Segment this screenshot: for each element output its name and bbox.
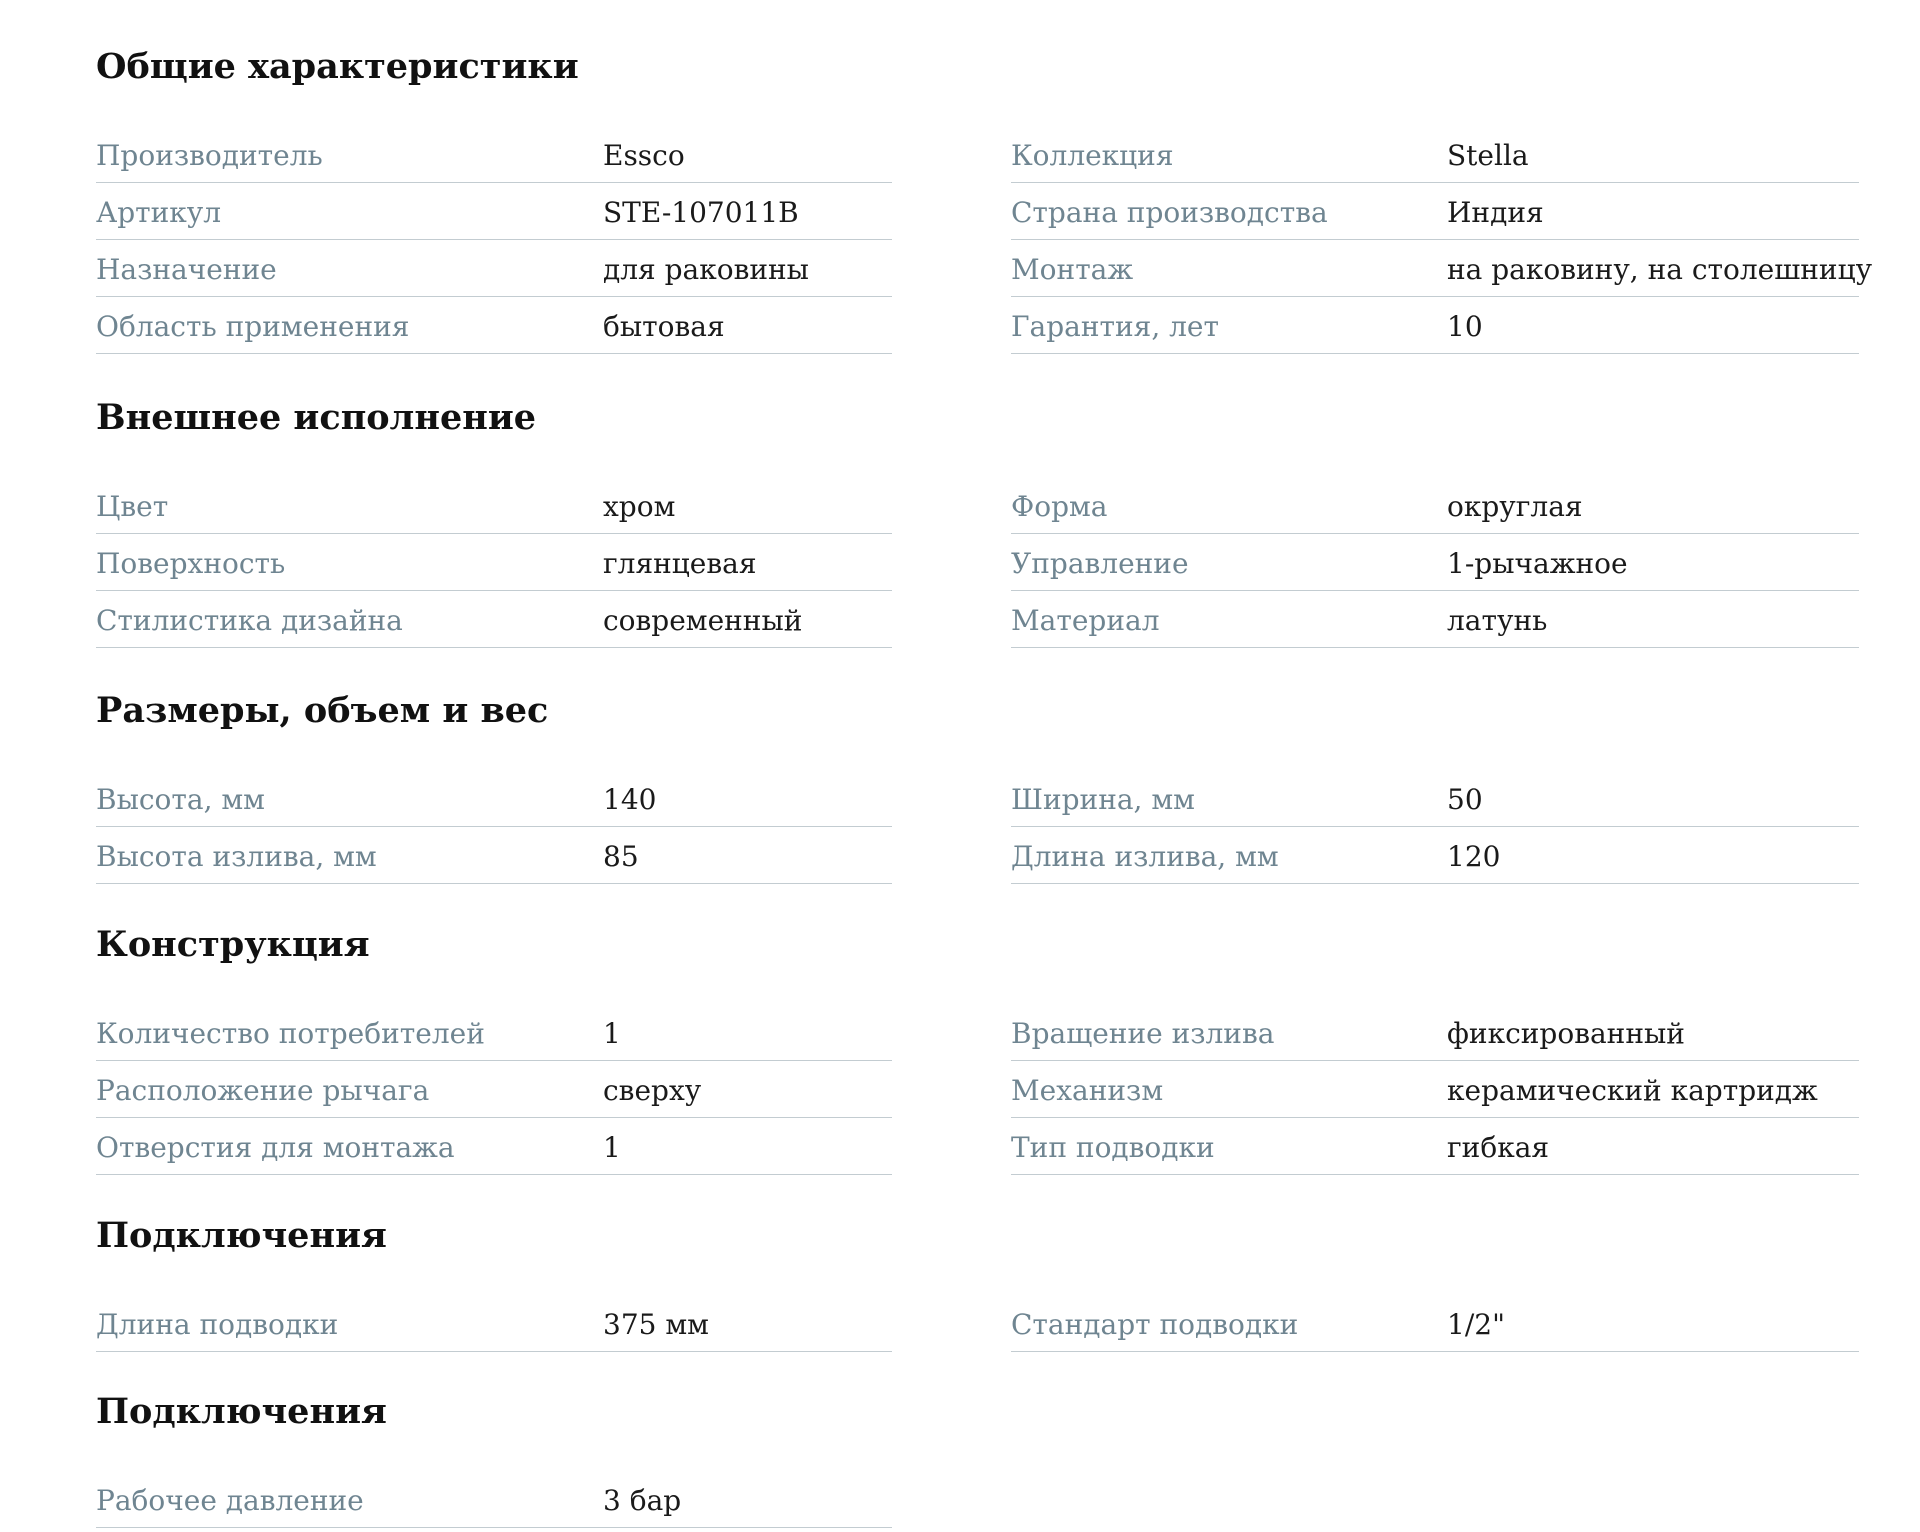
spec-value: сверху: [603, 1074, 702, 1107]
spec-label: Длина излива, мм: [1011, 840, 1279, 873]
spec-column-right: [1011, 126, 1873, 354]
spec-value: латунь: [1447, 604, 1548, 637]
spec-row: [1011, 1118, 1859, 1175]
spec-value: округлая: [1447, 490, 1583, 523]
spec-column-left: [96, 126, 892, 354]
spec-row: [1011, 534, 1859, 591]
spec-row: [96, 1061, 892, 1118]
section-title: Подключения: [96, 1391, 387, 1432]
spec-label: Длина подводки: [96, 1308, 339, 1341]
spec-label: Количество потребителей: [96, 1017, 485, 1050]
spec-column-left: [96, 1004, 892, 1175]
spec-row: [1011, 126, 1859, 183]
spec-label: Рабочее давление: [96, 1484, 364, 1517]
spec-row: [96, 126, 892, 183]
spec-label: Стандарт подводки: [1011, 1308, 1299, 1341]
spec-label: Стилистика дизайна: [96, 604, 403, 637]
spec-row: [96, 477, 892, 534]
spec-value: 85: [603, 840, 639, 873]
spec-value: для раковины: [603, 253, 809, 286]
spec-label: Страна производства: [1011, 196, 1328, 229]
spec-row: [96, 1004, 892, 1061]
spec-column-right: [1011, 477, 1859, 648]
spec-value: хром: [603, 490, 676, 523]
spec-row: [1011, 770, 1859, 827]
spec-value: 140: [603, 783, 657, 816]
spec-value: бытовая: [603, 310, 725, 343]
spec-row: [96, 1118, 892, 1175]
spec-label: Артикул: [96, 196, 222, 229]
spec-label: Ширина, мм: [1011, 783, 1195, 816]
spec-value: на раковину, на столешницу: [1447, 253, 1873, 286]
spec-row: [1011, 477, 1859, 534]
spec-label: Вращение излива: [1011, 1017, 1275, 1050]
spec-label: Материал: [1011, 604, 1160, 637]
spec-value: 1: [603, 1017, 621, 1050]
spec-value: Stella: [1447, 139, 1529, 172]
spec-label: Поверхность: [96, 547, 286, 580]
spec-value: 1: [603, 1131, 621, 1164]
spec-row: [1011, 297, 1859, 354]
spec-value: 1-рычажное: [1447, 547, 1628, 580]
spec-value: глянцевая: [603, 547, 757, 580]
spec-value: гибкая: [1447, 1131, 1550, 1164]
spec-label: Коллекция: [1011, 139, 1174, 172]
spec-row: [1011, 827, 1859, 884]
spec-label: Высота излива, мм: [96, 840, 377, 873]
spec-column-right: [1011, 1295, 1859, 1352]
spec-label: Назначение: [96, 253, 277, 286]
spec-label: Отверстия для монтажа: [96, 1131, 455, 1164]
spec-row: [96, 591, 892, 648]
section-title: Общие характеристики: [96, 46, 579, 87]
spec-value: керамический картридж: [1447, 1074, 1818, 1107]
spec-row: [96, 770, 892, 827]
spec-row: [96, 827, 892, 884]
spec-column-left: [96, 477, 892, 648]
section-title: Размеры, объем и вес: [96, 690, 549, 731]
spec-column-right: [1011, 770, 1859, 884]
spec-label: Высота, мм: [96, 783, 265, 816]
spec-value: 3 бар: [603, 1484, 682, 1517]
spec-value: 50: [1447, 783, 1483, 816]
spec-row: [96, 1471, 892, 1528]
spec-value: фиксированный: [1447, 1017, 1685, 1050]
section-title: Подключения: [96, 1215, 387, 1256]
spec-value: современный: [603, 604, 803, 637]
spec-value: 1/2": [1447, 1308, 1505, 1341]
section-title: Внешнее исполнение: [96, 397, 537, 438]
spec-label: Тип подводки: [1011, 1131, 1215, 1164]
spec-column-left: [96, 1471, 892, 1528]
spec-row: [1011, 1295, 1859, 1352]
spec-value: 10: [1447, 310, 1483, 343]
spec-row: [1011, 591, 1859, 648]
spec-row: [1011, 240, 1873, 297]
spec-row: [96, 297, 892, 354]
spec-column-left: [96, 1295, 892, 1352]
spec-column-right: [1011, 1004, 1859, 1175]
spec-value: 120: [1447, 840, 1501, 873]
spec-label: Форма: [1011, 490, 1108, 523]
spec-row: [1011, 183, 1859, 240]
spec-row: [96, 240, 892, 297]
spec-label: Цвет: [96, 490, 169, 523]
spec-label: Механизм: [1011, 1074, 1164, 1107]
spec-label: Расположение рычага: [96, 1074, 430, 1107]
spec-label: Производитель: [96, 139, 323, 172]
spec-row: [1011, 1061, 1859, 1118]
spec-value: 375 мм: [603, 1308, 709, 1341]
spec-label: Гарантия, лет: [1011, 310, 1219, 343]
spec-label: Область применения: [96, 310, 410, 343]
spec-label: Управление: [1011, 547, 1189, 580]
spec-row: [96, 534, 892, 591]
spec-column-left: [96, 770, 892, 884]
spec-row: [1011, 1004, 1859, 1061]
section-title: Конструкция: [96, 924, 370, 965]
spec-label: Монтаж: [1011, 253, 1134, 286]
spec-value: STE-107011B: [603, 196, 799, 229]
spec-row: [96, 1295, 892, 1352]
spec-value: Индия: [1447, 196, 1544, 229]
spec-value: Essco: [603, 139, 685, 172]
spec-row: [96, 183, 892, 240]
